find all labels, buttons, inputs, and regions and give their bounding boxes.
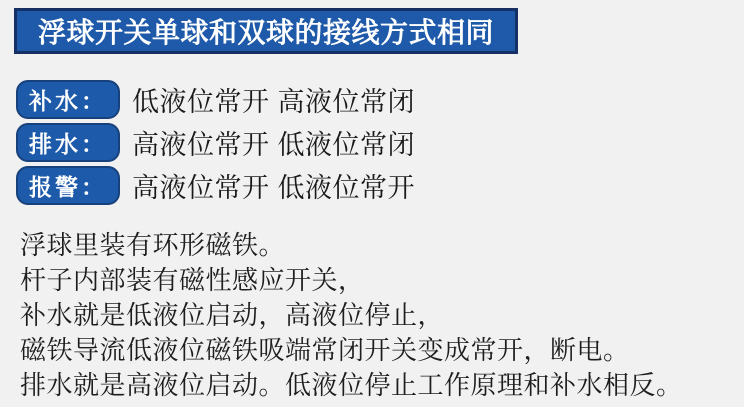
working-principle-description [20,228,683,403]
rule-row-water-supply [16,80,415,119]
water-supply-badge: 补水： [16,80,120,119]
wiring-rules-list [16,80,415,205]
alarm-badge: 报警： [16,166,120,205]
rule-row-drainage [16,123,415,162]
drainage-badge: 排水： [16,123,120,162]
header-banner [14,8,518,54]
description-line: 磁铁导流低液位磁铁吸端常闭开关变成常开，断电。 [20,335,630,365]
page-title: 浮球开关单球和双球的接线方式相同 [37,17,494,48]
description-line: 排水就是高液位启动。低液位停止工作原理和补水相反。 [20,370,683,400]
description-line: 补水就是低液位启动，高液位停止， [20,300,445,330]
alarm-rule-text: 高液位常开 低液位常开 [132,173,416,203]
description-line: 浮球里装有环形磁铁。 [20,230,286,260]
drainage-rule-text: 高液位常开 低液位常闭 [132,130,416,160]
description-line: 杆子内部装有磁性感应开关， [20,265,365,295]
rule-row-alarm [16,166,415,205]
water-supply-rule-text: 低液位常开 高液位常闭 [132,87,416,117]
